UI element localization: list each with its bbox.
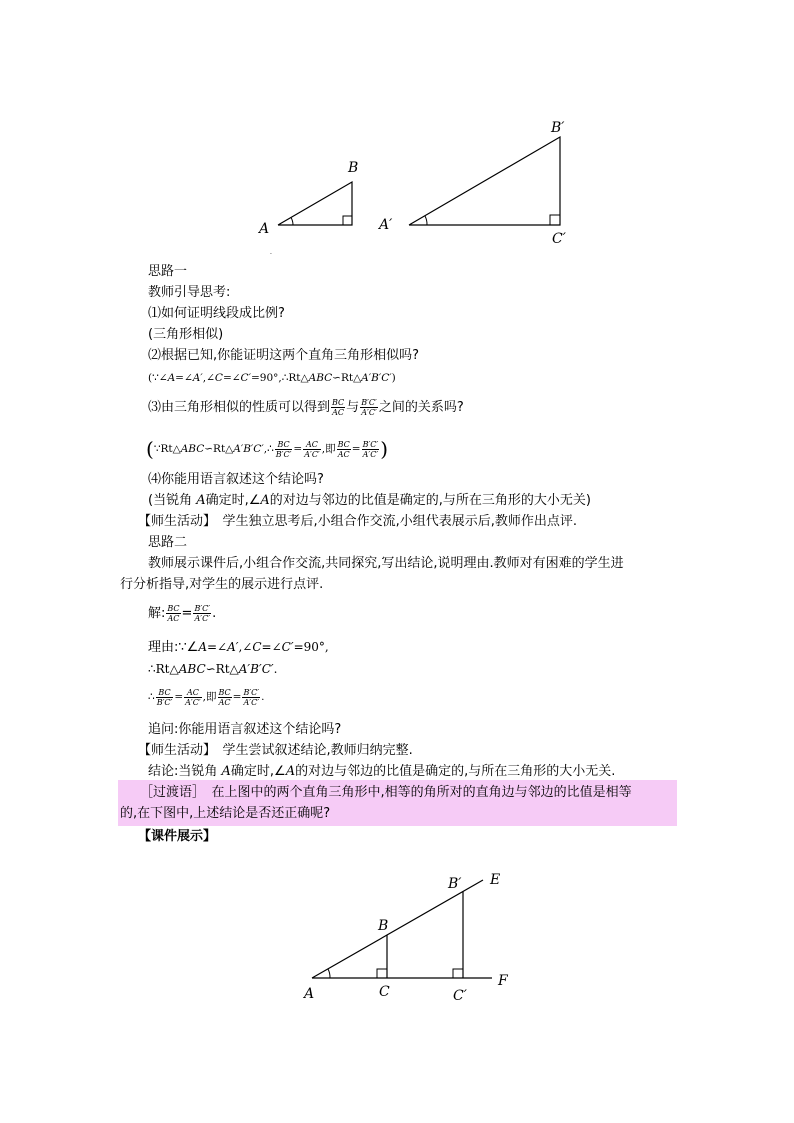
label-F: F: [498, 973, 508, 989]
label-A: A: [304, 986, 315, 1002]
similarity-line: ∴Rt△ABC∽Rt△A′B′C′.: [148, 662, 278, 676]
label-B: B: [348, 160, 359, 176]
fraction-bc-ac-prime: $\frac{B'C'}{A'C'}$: [361, 398, 377, 417]
idea-two-heading: 思路二: [148, 535, 188, 550]
ratio-line: ∴ $\frac{BC}{B'C'}$ = $\frac{AC}{A'C'}$ ,即 $\frac{BC}{AC}$ = $\frac{B'C'}{A'C'}$ .: [148, 687, 265, 707]
solution-line: 解: $\frac{BC}{AC}$ = $\frac{B'C'}{A'C'}$ .: [148, 604, 217, 623]
fraction-bc-ac: $\frac{BC}{AC}$: [332, 398, 345, 417]
activity-1: 【师生活动】 学生独立思考后,小组合作交流,小组代表展示后,教师作出点评.: [138, 514, 578, 529]
ray-AE: [312, 880, 483, 978]
transition-line-1: ［过渡语］ 在上图中的两个直角三角形中,相等的角所对的直角边与邻边的比值是相等: [140, 785, 632, 800]
idea-two-desc-1: 教师展示课件后,小组合作交流,共同探究,写出结论,说明理由.教师对有困难的学生进: [148, 556, 624, 571]
answer-2: (∵∠A=∠A′,∠C=∠C′=90°,∴Rt△ABC∽Rt△A′B′C′): [148, 372, 396, 384]
teacher-guide-heading: 教师引导思考:: [148, 285, 231, 300]
right-angle-mark-C-prime: [453, 969, 463, 978]
figure-similar-right-triangles: [0, 0, 794, 260]
small-angle-arc: [291, 218, 293, 226]
label-B: B: [378, 918, 389, 934]
question-2: ⑵根据已知,你能证明这两个直角三角形相似吗?: [148, 348, 420, 363]
label-E: E: [490, 872, 501, 888]
angle-arc-A: [328, 969, 330, 978]
label-B-prime: B′: [551, 120, 565, 136]
question-4: ⑷你能用语言叙述这个结论吗?: [148, 472, 324, 487]
question-3: ⑶由三角形相似的性质可以得到 $\frac{BC}{AC}$ 与 $\frac{B'C'}{A'C'}$ 之间的关系吗?: [148, 398, 464, 417]
svg-text:.: .: [270, 249, 272, 256]
answer-4: (当锐角 A确定时,∠A的对边与邻边的比值是确定的,与所在三角形的大小无关): [148, 493, 592, 508]
conclusion: 结论:当锐角 A确定时,∠A的对边与邻边的比值是确定的,与所在三角形的大小无关.: [148, 764, 616, 779]
small-triangle: [278, 182, 352, 225]
follow-up-question: 追问:你能用语言叙述这个结论吗?: [148, 722, 342, 737]
answer-1: (三角形相似): [148, 327, 224, 342]
reason-line: 理由:∵∠A=∠A′,∠C=∠C′=90°,: [148, 640, 329, 655]
idea-two-desc-2: 行分析指导,对学生的展示进行点评.: [120, 577, 324, 592]
transition-line-2: 的,在下图中,上述结论是否还正确呢?: [120, 806, 331, 821]
label-A-prime: A′: [379, 217, 393, 233]
activity-2: 【师生活动】 学生尝试叙述结论,教师归纳完整.: [138, 743, 413, 758]
answer-3: (∵Rt△ABC∽Rt△A′B′C′,∴ $\frac{BC}{B'C'}$ = $\frac{AC}{A'C'}$ ,即 $\frac{BC}{AC}$ = $\frac{B'C'}{A'C'}$ ): [146, 437, 389, 461]
label-B-prime: B′: [448, 876, 462, 892]
question-1: ⑴如何证明线段成比例?: [148, 306, 285, 321]
large-triangle: [409, 137, 560, 225]
figure-angle-with-perpendiculars: [0, 860, 794, 1060]
large-angle-arc: [425, 216, 427, 225]
large-right-angle-mark: [550, 215, 560, 225]
label-C: C: [379, 984, 390, 1000]
courseware-display-heading: 【课件展示】: [138, 829, 217, 844]
label-A: A: [259, 221, 270, 237]
label-C-prime: C′: [453, 988, 467, 1004]
right-angle-mark-C: [377, 969, 387, 978]
idea-one-heading: 思路一: [148, 264, 188, 279]
label-C-prime: C′: [552, 231, 566, 247]
small-right-angle-mark: [343, 216, 352, 225]
